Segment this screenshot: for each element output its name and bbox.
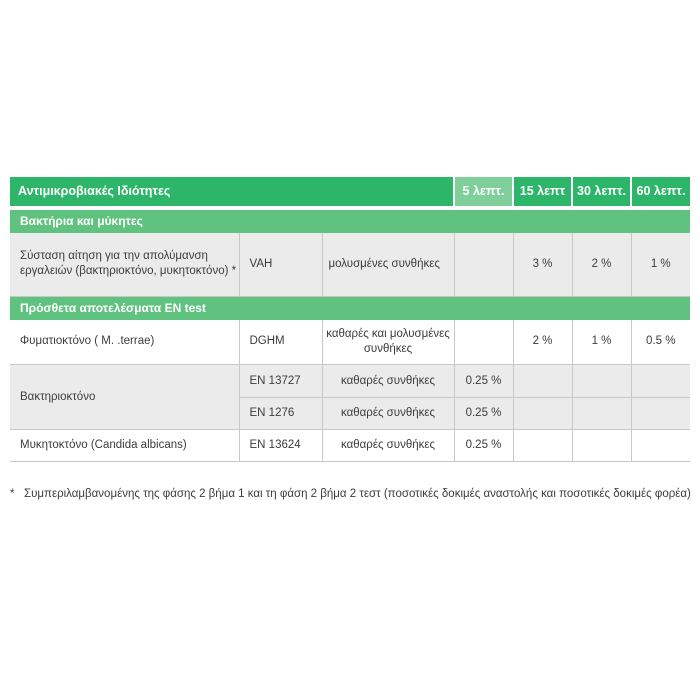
value-60: 0.5 %	[631, 320, 690, 365]
value-30: 2 %	[572, 233, 631, 296]
value-60	[631, 398, 690, 430]
row-condition: μολυσμένες συνθήκες	[322, 233, 454, 296]
value-15	[513, 430, 572, 462]
table-row	[10, 430, 690, 462]
row-name: Σύσταση αίτηση για την απολύμανση εργαλειών (βακτηριοκτόνο, μυκητοκτόνο) *	[10, 233, 239, 296]
row-condition: καθαρές συνθήκες	[322, 398, 454, 430]
row-standard: EN 13727	[239, 365, 322, 398]
row-condition: καθαρές συνθήκες	[322, 430, 454, 462]
row-standard: DGHM	[239, 320, 322, 365]
value-30	[572, 365, 631, 398]
section-title: Πρόσθετα αποτελέσματα EN test	[10, 296, 690, 320]
value-5	[454, 233, 513, 296]
value-60	[631, 430, 690, 462]
row-name: Βακτηριοκτόνο	[10, 365, 239, 430]
value-30: 1 %	[572, 320, 631, 365]
value-60: 1 %	[631, 233, 690, 296]
value-5	[454, 320, 513, 365]
row-condition: καθαρές και μολυσμένες συνθήκες	[322, 320, 454, 365]
table-row	[10, 365, 690, 398]
value-5: 0.25 %	[454, 365, 513, 398]
time-15-header: 15 λεπτ	[513, 177, 572, 206]
table-row	[10, 320, 690, 365]
value-30	[572, 398, 631, 430]
value-30	[572, 430, 631, 462]
value-5: 0.25 %	[454, 398, 513, 430]
value-15	[513, 398, 572, 430]
row-standard: EN 1276	[239, 398, 322, 430]
footnote-text: Συμπεριλαμβανομένης της φάσης 2 βήμα 1 και τη φάση 2 βήμα 2 τεστ (ποσοτικές δοκιμές αναστολής και ποσοτικές δοκιμές φορέα)	[24, 488, 691, 500]
section-header-bacteria-fungi	[10, 210, 690, 233]
table-header-row	[10, 177, 690, 206]
row-name: Μυκητοκτόνο (Candida albicans)	[10, 430, 239, 462]
footnote	[10, 486, 694, 502]
value-5: 0.25 %	[454, 430, 513, 462]
value-15: 3 %	[513, 233, 572, 296]
row-name: Φυματιοκτόνο ( M. .terrae)	[10, 320, 239, 365]
antimicrobial-properties-table	[10, 177, 690, 462]
section-title: Βακτήρια και μύκητες	[10, 210, 690, 233]
antimicrobial-properties-table-container	[10, 177, 690, 462]
value-60	[631, 365, 690, 398]
value-15: 2 %	[513, 320, 572, 365]
time-30-header: 30 λεπτ.	[572, 177, 631, 206]
value-15	[513, 365, 572, 398]
row-condition: καθαρές συνθήκες	[322, 365, 454, 398]
table-title: Αντιμικροβιακές Ιδιότητες	[10, 177, 454, 206]
footnote-mark: *	[10, 488, 15, 500]
row-standard: EN 13624	[239, 430, 322, 462]
table-row	[10, 233, 690, 296]
row-standard: VAH	[239, 233, 322, 296]
time-5-header: 5 λεπτ.	[454, 177, 513, 206]
time-60-header: 60 λεπτ.	[631, 177, 690, 206]
section-header-additional-en	[10, 296, 690, 320]
